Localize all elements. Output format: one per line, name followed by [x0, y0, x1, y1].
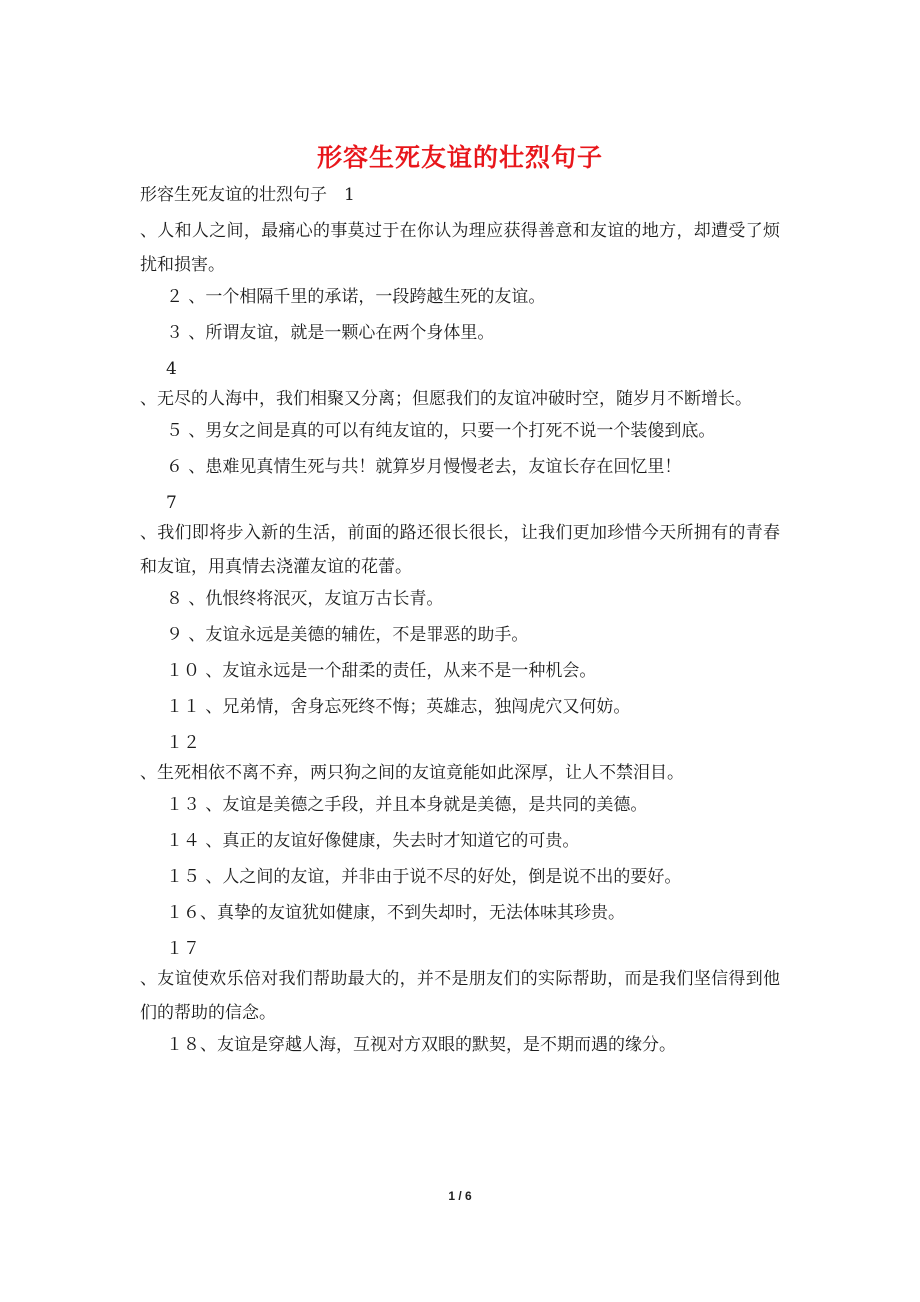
paragraph-11: １１ 、兄弟情，舍身忘死终不悔；英雄志，独闯虎穴又何妨。: [166, 697, 631, 717]
paragraph-12: 、生死相依不离不弃，两只狗之间的友谊竟能如此深厚，让人不禁泪目。: [140, 763, 684, 783]
paragraph-18: １８、友谊是穿越人海，互视对方双眼的默契，是不期而遇的缘分。: [166, 1035, 676, 1055]
paragraph-15: １５ 、人之间的友谊，并非由于说不尽的好处，倒是说不出的要好。: [166, 867, 682, 887]
paragraph-5: ５ 、男女之间是真的可以有纯友谊的，只要一个打死不说一个装傻到底。: [166, 421, 716, 441]
document-title: 形容生死友谊的壮烈句子: [316, 143, 603, 172]
paragraph-14: １４ 、真正的友谊好像健康，失去时才知道它的可贵。: [166, 831, 580, 851]
paragraph-4-number: 4: [166, 359, 177, 379]
paragraph-9: ９ 、友谊永远是美德的辅佐，不是罪恶的助手。: [166, 625, 529, 645]
document-body: [140, 184, 780, 1070]
paragraph-16: １６、真挚的友谊犹如健康，不到失却时，无法体味其珍贵。: [166, 903, 625, 923]
paragraph-10: １０ 、友谊永远是一个甜柔的责任，从来不是一种机会。: [166, 661, 597, 681]
subtitle-line: 形容生死友谊的壮烈句子 1: [140, 185, 355, 205]
paragraph-17-number: １７: [166, 939, 200, 959]
paragraph-7: 、我们即将步入新的生活，前面的路还很长很长，让我们更加珍惜今天所拥有的青春和友谊，用真情去浇灌友谊的花蕾。: [140, 523, 780, 577]
page-indicator: 1 / 6: [448, 1189, 472, 1203]
paragraph-3: ３ 、所谓友谊，就是一颗心在两个身体里。: [166, 323, 495, 343]
paragraph-17: 、友谊使欢乐倍对我们帮助最大的，并不是朋友们的实际帮助，而是我们坚信得到他们的帮助的信念。: [140, 969, 780, 1023]
paragraph-13: １３ 、友谊是美德之手段，并且本身就是美德，是共同的美德。: [166, 795, 648, 815]
paragraph-6: ６ 、患难见真情生死与共！就算岁月慢慢老去，友谊长存在回忆里！: [166, 457, 682, 477]
paragraph-2: ２ 、一个相隔千里的承诺，一段跨越生死的友谊。: [166, 287, 546, 307]
paragraph-8: ８ 、仇恨终将泯灭，友谊万古长青。: [166, 589, 444, 609]
paragraph-7-number: 7: [166, 493, 177, 513]
paragraph-12-number: １２: [166, 733, 200, 753]
paragraph-4: 、无尽的人海中，我们相聚又分离；但愿我们的友谊冲破时空，随岁月不断增长。: [140, 389, 752, 409]
paragraph-1: 、人和人之间，最痛心的事莫过于在你认为理应获得善意和友谊的地方，却遭受了烦扰和损害。: [140, 221, 780, 275]
